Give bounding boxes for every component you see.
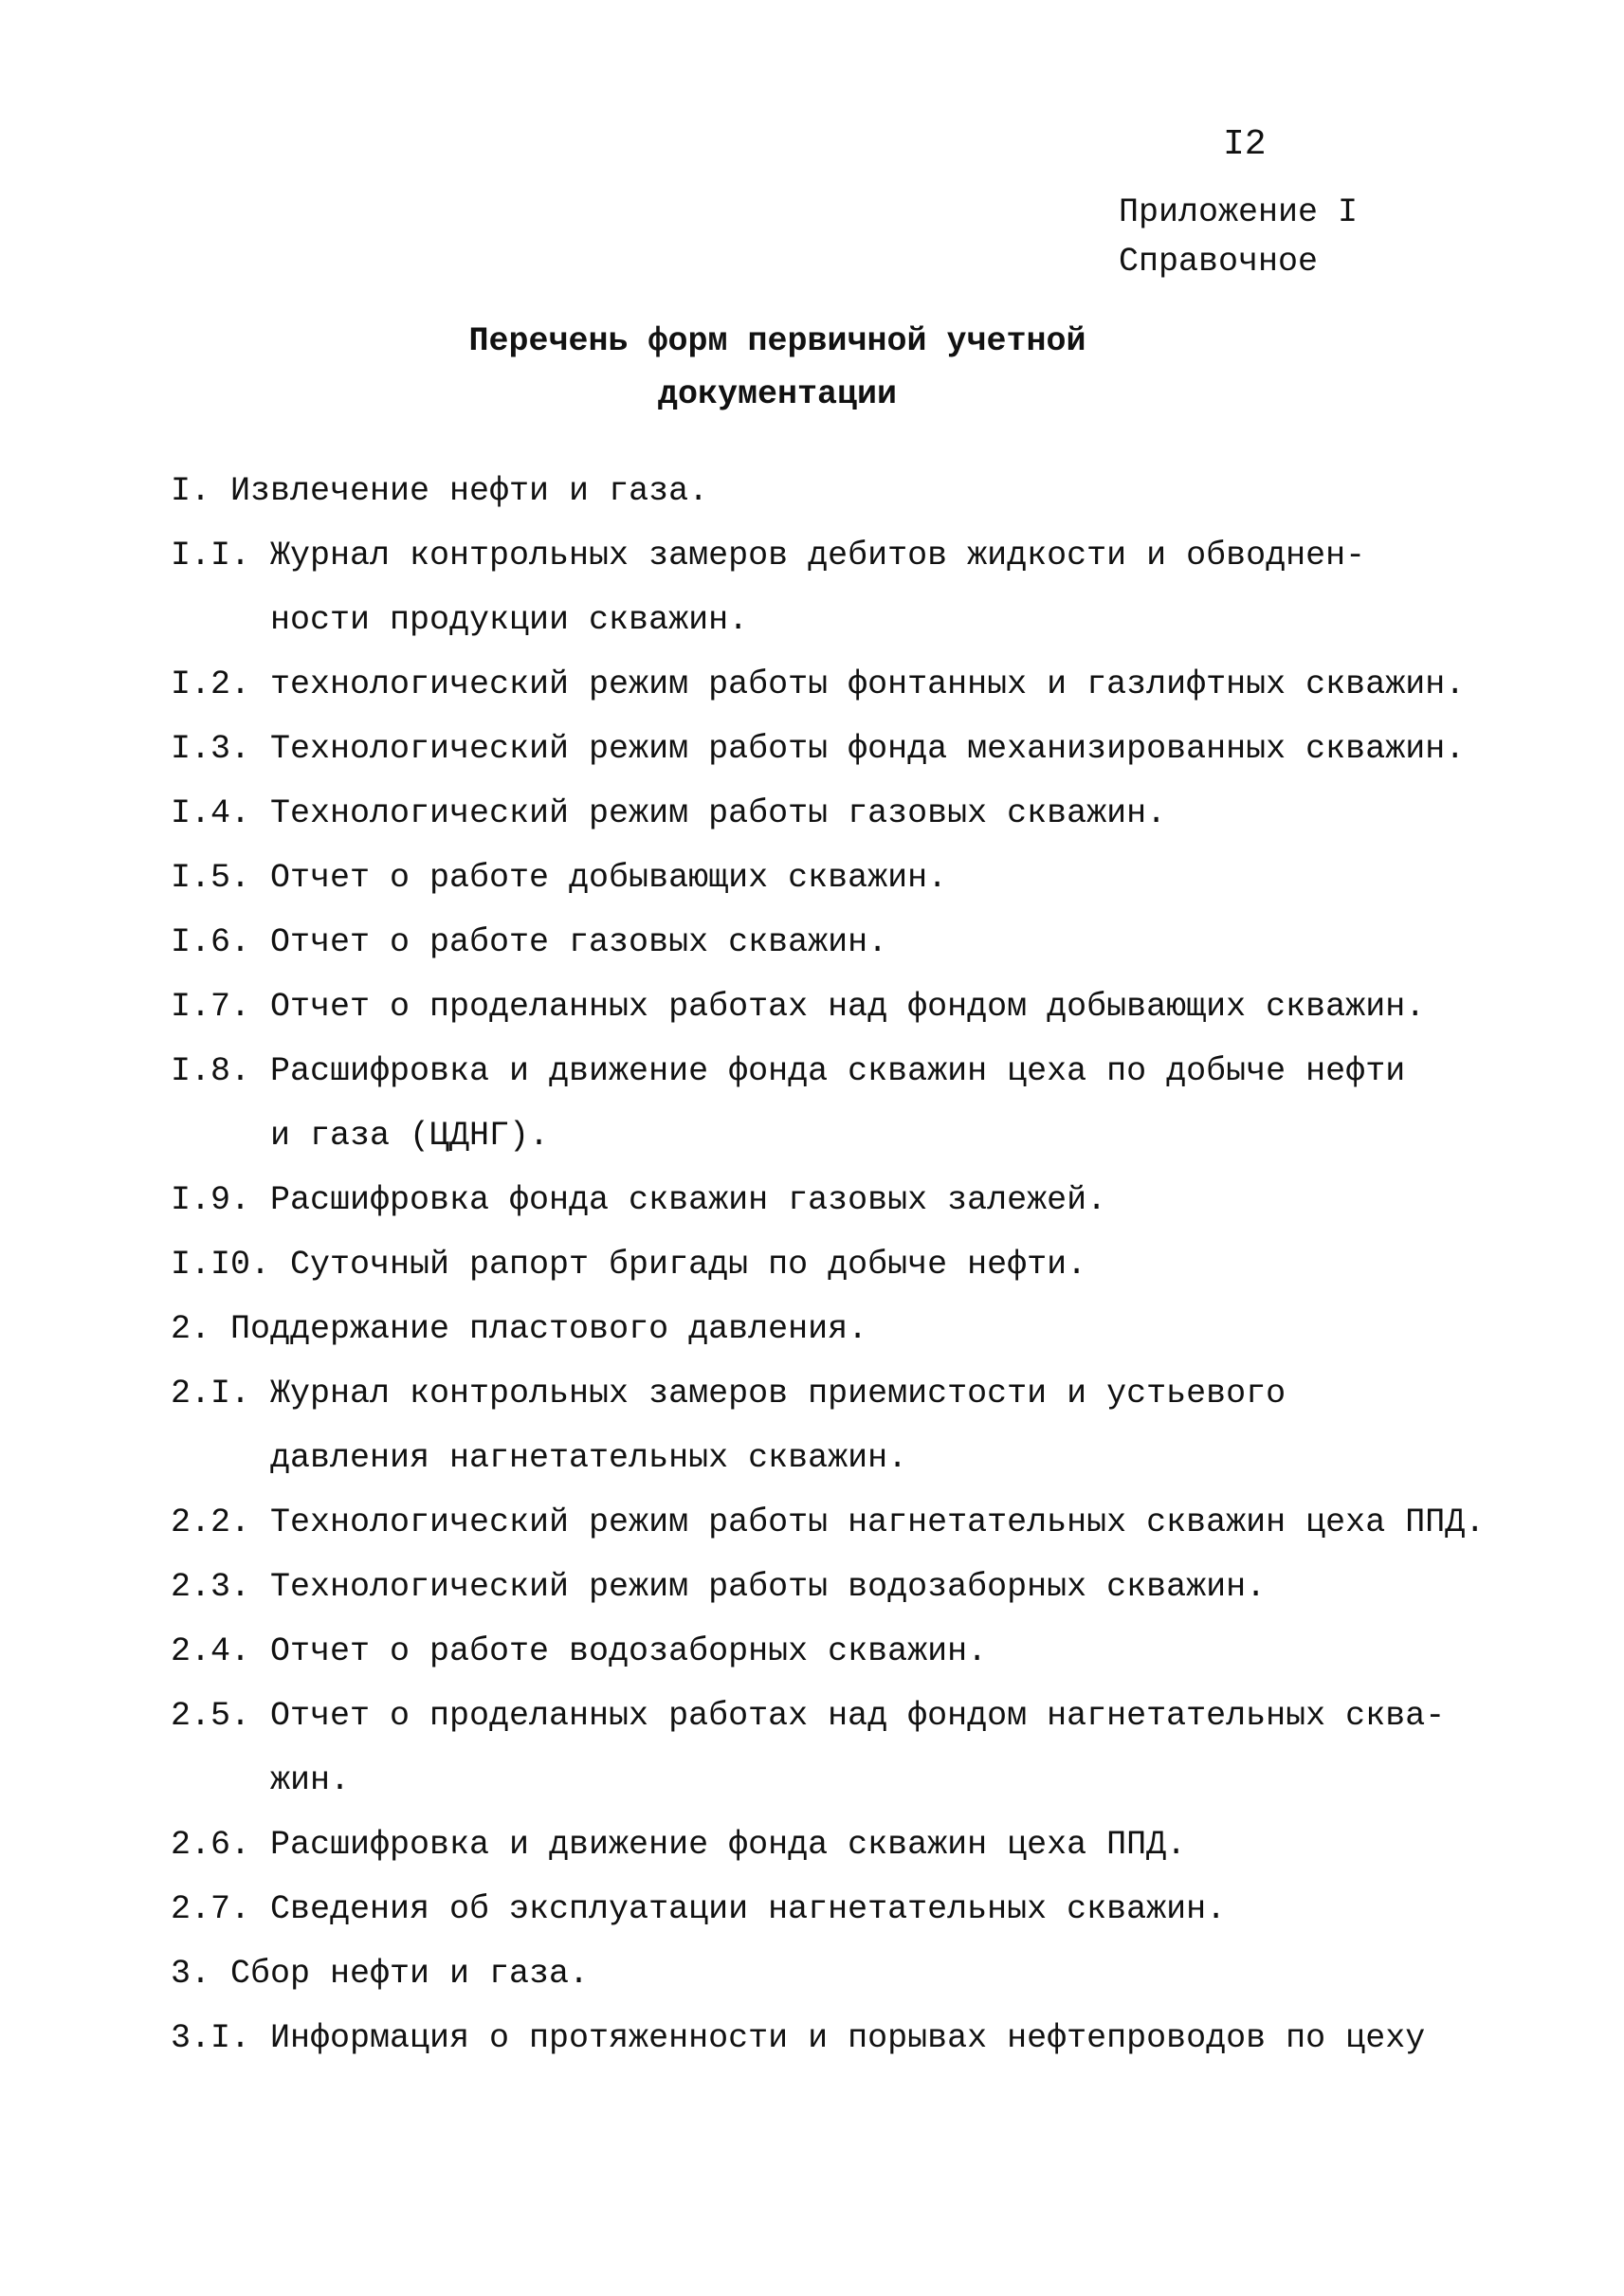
appendix-line-1: Приложение I [1119,193,1359,231]
item-text: Отчет о проделанных работах над фондом нагнетательных сква- [270,1697,1446,1735]
item-number: I.2. [171,665,251,703]
list-item [171,523,1593,652]
list-item [171,1877,1593,1941]
item-text-continuation: давления нагнетательных скважин. [270,1439,908,1477]
item-text-continuation: ности продукции скважин. [270,601,749,639]
item-number: 2.7. [171,1890,251,1928]
item-number: 2.4. [171,1632,251,1670]
list-item [171,1232,1593,1297]
item-number: I.7. [171,988,251,1026]
list-item [171,2006,1593,2070]
item-number: I.6. [171,923,251,961]
item-number: 2.6. [171,1826,251,1864]
item-text: Технологический режим работы фонда механизированных скважин. [270,730,1466,768]
document-title [0,315,1555,421]
item-text: Информация о протяженности и порывах нефтепроводов по цеху [270,2019,1426,2057]
item-text: технологический режим работы фонтанных и газлифтных скважин. [270,665,1466,703]
item-text: Поддержание пластового давления. [230,1310,868,1348]
item-number: I.8. [171,1052,251,1090]
item-text: Расшифровка фонда скважин газовых залежей. [270,1181,1107,1219]
item-text: Сведения об эксплуатации нагнетательных скважин. [270,1890,1227,1928]
list-item [171,1555,1593,1619]
list-item [171,1490,1593,1555]
item-text: Отчет о проделанных работах над фондом добывающих скважин. [270,988,1426,1026]
list-item [171,1168,1593,1232]
item-number: I.9. [171,1181,251,1219]
item-number: I.3. [171,730,251,768]
list-item [171,1619,1593,1684]
item-text-continuation: жин. [270,1761,351,1799]
appendix-line-2: Справочное [1119,243,1319,281]
section-heading [171,1297,1593,1361]
item-text-continuation: и газа (ЦДНГ). [270,1117,550,1155]
item-number: I.4. [171,794,251,832]
item-text: Расшифровка и движение фонда скважин цеха по добыче нефти [270,1052,1406,1090]
item-text: Отчет о работе водозаборных скважин. [270,1632,988,1670]
list-item [171,975,1593,1039]
page-number: I2 [1223,124,1267,165]
document-title-line-2: документации [657,375,898,413]
list-item [171,652,1593,717]
list-item [171,717,1593,781]
list-item [171,1684,1593,1813]
item-text: Суточный рапорт бригады по добыче нефти. [290,1246,1087,1284]
appendix-label [1119,188,1358,286]
item-number: I.5. [171,859,251,897]
item-number: I.I. [171,537,251,574]
item-text: Отчет о работе газовых скважин. [270,923,888,961]
forms-list [171,459,1593,2070]
list-item [171,910,1593,975]
document-title-line-1: Перечень форм первичной учетной [468,322,1086,360]
item-text: Журнал контрольных замеров дебитов жидкости и обводнен- [270,537,1366,574]
item-text: Технологический режим работы водозаборных скважин. [270,1568,1267,1606]
item-text: Технологический режим работы газовых скважин. [270,794,1167,832]
item-text: Расшифровка и движение фонда скважин цеха ППД. [270,1826,1187,1864]
item-number: 2.5. [171,1697,251,1735]
item-number: 2.2. [171,1503,251,1541]
item-text: Отчет о работе добывающих скважин. [270,859,948,897]
item-text: Извлечение нефти и газа. [230,472,709,510]
item-number: 3.I. [171,2019,251,2057]
item-text: Сбор нефти и газа. [230,1955,590,1993]
section-heading [171,1941,1593,2006]
list-item [171,846,1593,910]
item-text: Журнал контрольных замеров приемистости и устьевого [270,1375,1286,1412]
item-number: 2.I. [171,1375,251,1412]
item-number: I. [171,472,211,510]
section-heading [171,459,1593,523]
item-number: 2. [171,1310,211,1348]
item-number: I.I0. [171,1246,271,1284]
item-number: 3. [171,1955,211,1993]
list-item [171,1361,1593,1490]
list-item [171,781,1593,846]
list-item [171,1813,1593,1877]
list-item [171,1039,1593,1168]
item-text: Технологический режим работы нагнетательных скважин цеха ППД. [270,1503,1486,1541]
item-number: 2.3. [171,1568,251,1606]
